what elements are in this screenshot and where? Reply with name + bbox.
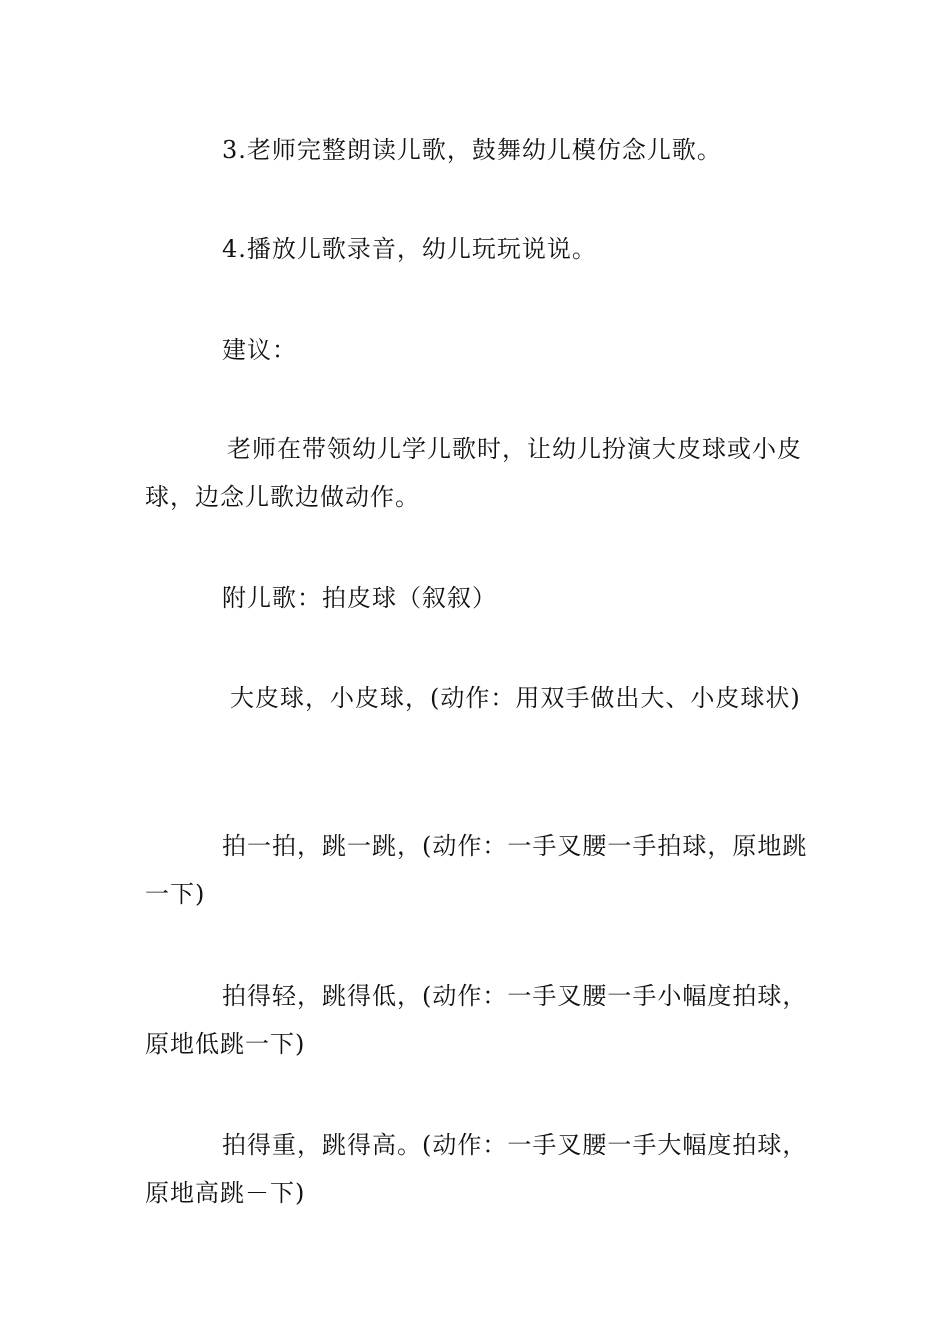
paragraph-rhyme-line-1: 大皮球，小皮球，(动作：用双手做出大、小皮球状): [230, 684, 801, 712]
paragraph-rhyme-line-4: 拍得重，跳得高。(动作：一手叉腰一手大幅度拍球，原地高跳－下): [145, 1131, 808, 1207]
paragraph-rhyme-title: 附儿歌：拍皮球（叙叙）: [222, 584, 497, 612]
paragraph-step-4: 4.播放儿歌录音，幼儿玩玩说说。: [222, 235, 597, 263]
paragraph-suggestion-heading: 建议：: [222, 336, 297, 364]
paragraph-rhyme-line-3: 拍得轻，跳得低，(动作：一手叉腰一手小幅度拍球，原地低跳一下): [145, 982, 808, 1058]
paragraph-suggestion-text: 老师在带领幼儿学儿歌时，让幼儿扮演大皮球或小皮球，边念儿歌边做动作。: [145, 435, 802, 511]
paragraph-rhyme-line-2: 拍一拍，跳一跳，(动作：一手叉腰一手拍球，原地跳一下): [145, 832, 808, 908]
paragraph-step-3: 3.老师完整朗读儿歌，鼓舞幼儿模仿念儿歌。: [222, 136, 722, 164]
